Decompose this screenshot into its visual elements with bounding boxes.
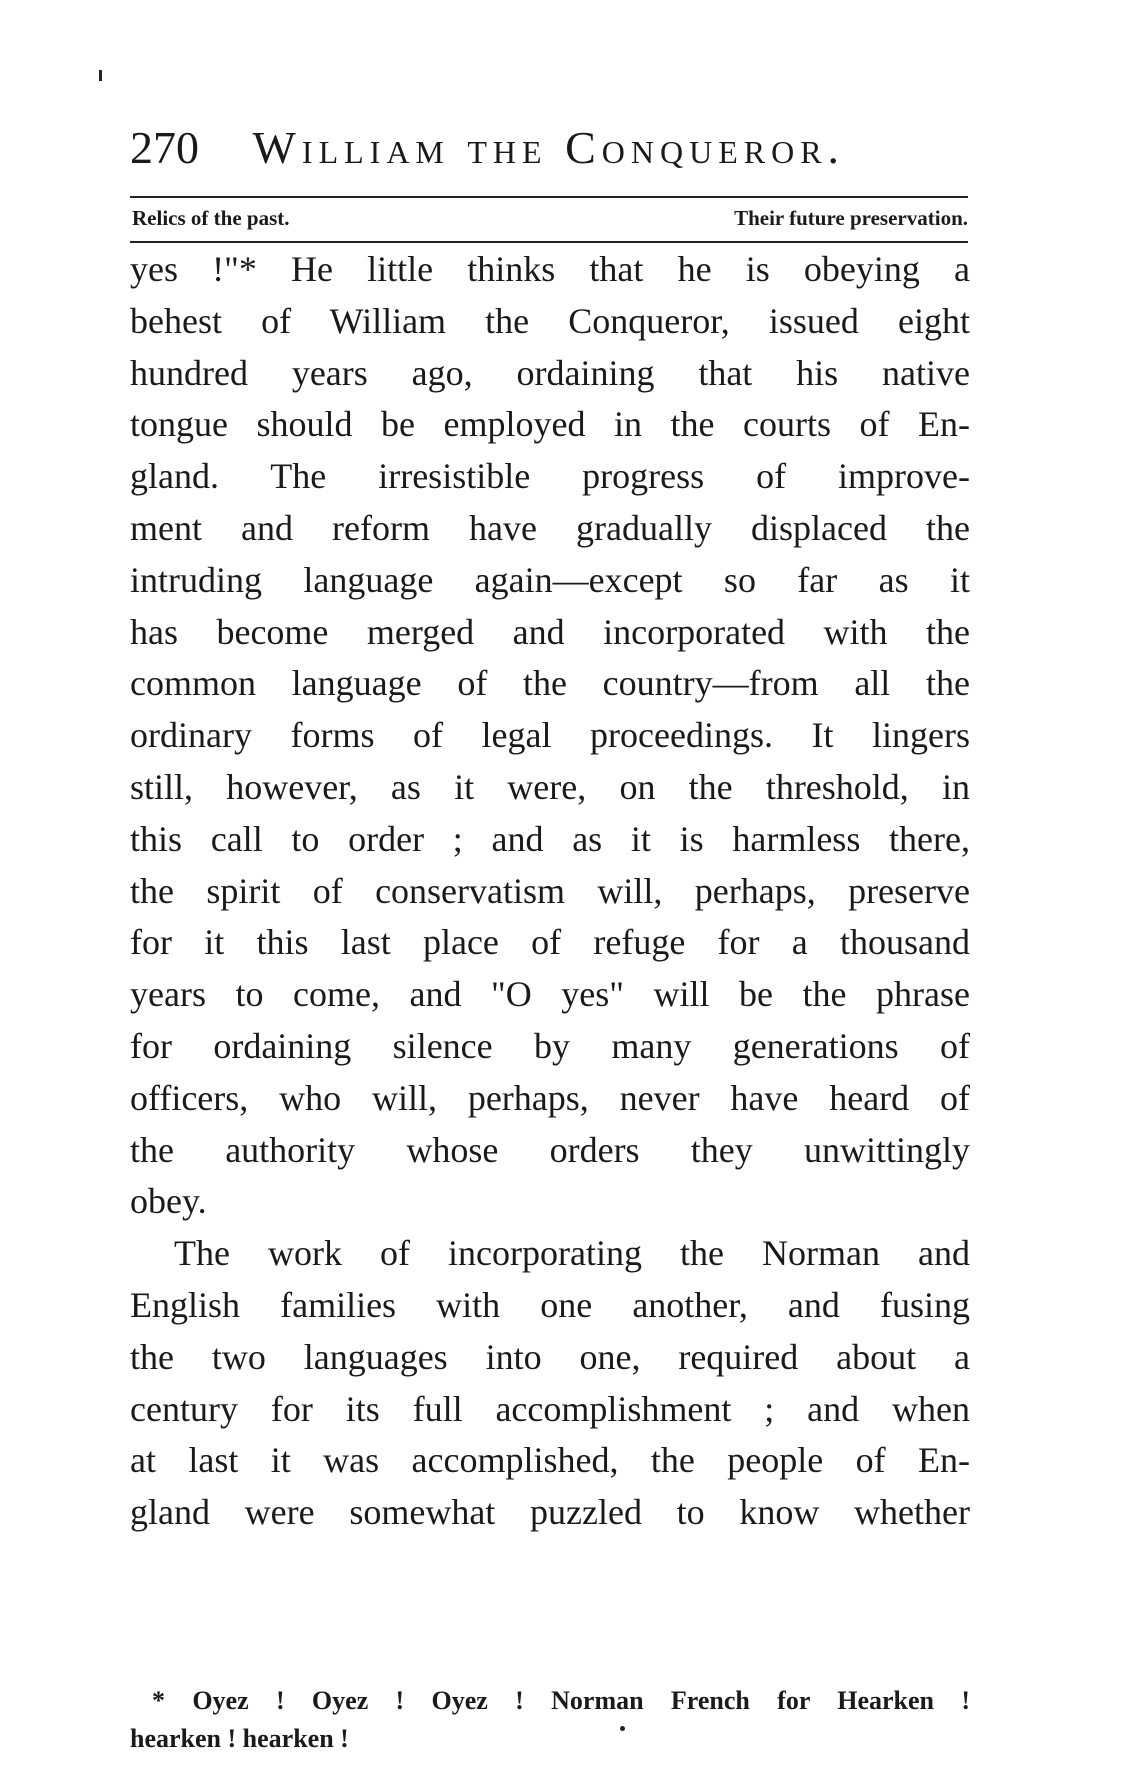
text-line: the spirit of conservatism will, perhaps, preserve [130, 870, 970, 911]
text-line: the authority whose orders they unwittingly [130, 1129, 970, 1170]
print-speck [99, 70, 102, 81]
text-line: century for its full accomplishment ; and when [130, 1388, 970, 1429]
text-line: at last it was accomplished, the people of En- [130, 1440, 970, 1481]
text-line: intruding language again—except so far as it [130, 559, 970, 600]
text-line: common language of the country—from all the [130, 663, 970, 704]
header-rule-bottom [130, 241, 968, 243]
text-line: years to come, and "O yes" will be the phrase [130, 974, 970, 1015]
text-line: obey. [130, 1181, 207, 1222]
text-line: English families with one another, and fusing [130, 1284, 970, 1325]
text-line: for it this last place of refuge for a thousand [130, 922, 970, 963]
text-line: still, however, as it were, on the threshold, in [130, 766, 970, 807]
page-number: 270 [130, 122, 199, 173]
text-line: for ordaining silence by many generations of [130, 1025, 970, 1066]
text-line: behest of William the Conqueror, issued eight [130, 300, 970, 341]
section-heading-left: Relics of the past. [132, 206, 290, 230]
text-line: gland. The irresistible progress of improve- [130, 456, 970, 497]
text-line: this call to order ; and as it is harmless there, [130, 818, 970, 859]
print-speck [620, 1726, 625, 1731]
body-text [130, 244, 970, 1539]
text-line: hundred years ago, ordaining that his native [130, 352, 970, 393]
text-line: yes !"* He little thinks that he is obeying a [130, 249, 970, 289]
text-line: the two languages into one, required about a [130, 1336, 970, 1377]
paragraph-start-line: The work of incorporating the Norman and [174, 1233, 970, 1274]
footnote-line: * Oyez ! Oyez ! Oyez ! Norman French for Hearken ! [152, 1686, 970, 1715]
text-line: ordinary forms of legal proceedings. It lingers [130, 715, 970, 756]
header-rule-top [130, 196, 968, 198]
text-line: officers, who will, perhaps, never have heard of [130, 1077, 970, 1118]
running-head [130, 118, 970, 178]
footnote-line: hearken ! hearken ! [130, 1724, 349, 1753]
book-title: William the Conqueror. [252, 122, 846, 173]
section-heading-right: Their future preservation. [734, 206, 968, 230]
text-line: has become merged and incorporated with the [130, 611, 970, 652]
text-line: ment and reform have gradually displaced the [130, 507, 970, 548]
footnote [130, 1682, 970, 1758]
text-line: gland were somewhat puzzled to know whether [130, 1492, 970, 1533]
text-line: tongue should be employed in the courts of En- [130, 404, 970, 445]
